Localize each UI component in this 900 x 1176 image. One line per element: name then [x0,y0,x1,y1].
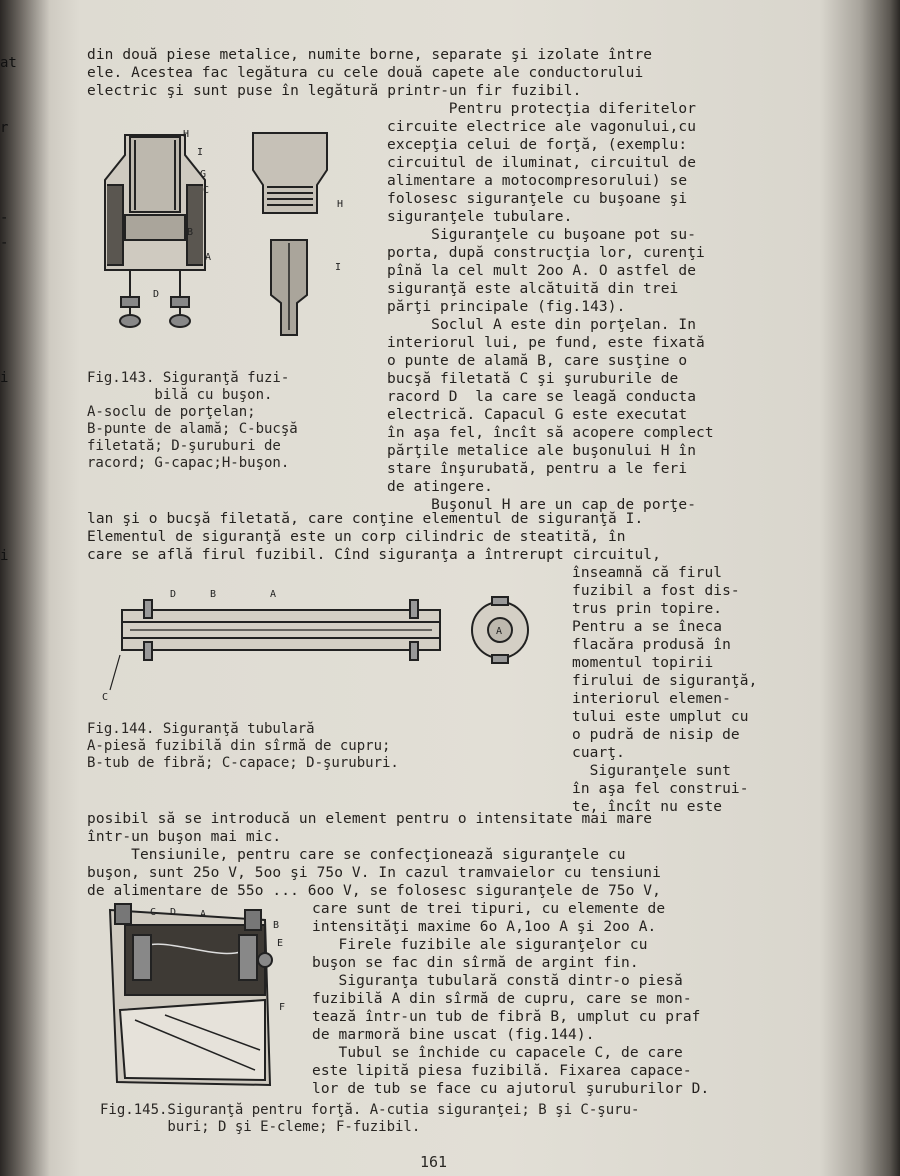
fig-label: C [102,692,109,703]
text-block-element: lan şi o bucşă filetată, care conţine elementul de siguranţă I. Elementul de siguranţă este un corp cilindric de steatită, în care se află firul fuzibil. Cînd siguranţa a întrerupt circuitul, [87,511,661,563]
caption-fig145: Fig.145.Siguranţă pentru forţă. A-cutia siguranţei; B şi C-şuru- buri; D şi E-cleme; F-fuzibil. [100,1102,640,1135]
fig-label: H [183,129,190,140]
edge-fragment: r [0,120,9,136]
fig-label: F [279,1002,286,1013]
fig-label: I [335,262,342,273]
fig-label: G [200,169,207,180]
text-block-intro: din două piese metalice, numite borne, separate şi izolate între ele. Acestea fac legătura cu cele două capete ale conductorului electric şi sunt puse în legătură printr-un fir fuzibil. [87,47,653,99]
fig-label: D [170,589,177,600]
text-block-melting: înseamnă că firul fuzibil a fost dis- trus prin topire. Pentru a se îneca flacăra produsă în momentul topirii firului de siguranţă, interiorul elemen- tului este umplut cu o pudră de nisip de cuarţ. Siguranţele sunt în aşa fel construi- te, încît nu este [572,565,758,815]
fig-label: D [170,907,177,918]
edge-fragment: i [0,548,9,564]
figure-144 [100,585,540,710]
edge-fragment: i [0,370,9,386]
page-number: 161 [420,1153,448,1171]
fig-label: B [273,920,280,931]
edge-fragment: - [0,235,9,251]
fig-label: A [205,252,212,263]
fig-label: A [200,909,207,920]
figure-143 [95,125,375,340]
fig-label: A [496,626,503,637]
figure-145 [105,900,305,1092]
fig-label: B [210,589,217,600]
fig-label: C [150,907,157,918]
fig-label: A [270,589,277,600]
fig-label: E [277,938,284,949]
caption-fig143: Fig.143. Siguranţă fuzi- bilă cu buşon. A-soclu de porţelan; B-punte de alamă; C-bucşă filetată; D-şuruburi de racord; G-capac;H-buşon. [87,370,298,471]
fig-label: I [197,147,204,158]
fig-label: C [203,185,210,196]
tubular-fuse-drawing [110,597,528,690]
fuse-element-drawing [271,240,307,335]
edge-fragment: - [0,210,9,226]
fig-label: H [337,199,344,210]
fig-label: D [153,289,160,300]
text-block-tubular: care sunt de trei tipuri, cu elemente de intensităţi maxime 6o A,1oo A şi 2oo A. Firele fuzibile ale siguranţelor cu buşon se fac din sîrmă de argint fin. Siguranţa tubulară constă dintr-o piesă fuzibilă A din sîrmă de cupru, care se mon- tează într-un tub de fibră B, umplut cu praf de marmoră bine uscat (fig.144). Tubul se închide cu capacele C, de care este lipită piesa fuzibilă. Fixarea capace- lor de tub se face cu ajutorul şuruburilor D. [312,901,710,1097]
power-fuse-drawing [110,904,272,1085]
text-block-fuse-description: Pentru protecţia diferitelor circuite electrice ale vagonului,cu excepţia celui de forţă, (exemplu: circuitul de iluminat, circuitul de alimentare a motocompresorului) se folosesc siguranţele cu buşoane şi siguranţele tubulare. Siguranţele cu buşoane pot su- porta, după construcţia lor, curenţi pînă la cel mult 2oo A. O astfel de siguranţă este alcătuită din trei părţi principale (fig.143). Soclul A este din porţelan. In interiorul lui, pe fund, este fixată o punte de alamă B, care susţine o bucşă filetată C şi şuruburile de racord D la care se leagă conducta electrică. Capacul G este executat în aşa fel, încît să acopere complect părţile metalice ale buşonului H în stare înşurubată, pentru a le feri de atingere. Buşonul H are un cap de porţe- [387,101,714,513]
text-block-voltages: posibil să se introducă un element pentru o intensitate mai mare într-un buşon mai mic. Tensiunile, pentru care se confecţionează siguranţele cu buşon, sunt 25o V, 5oo şi 75o V. In cazul tramvaielor cu tensiuni de alimentare de 55o ... 6oo V, se folosesc siguranţele de 75o V, [87,811,661,899]
fig-label: B [187,227,194,238]
edge-fragment: at [0,55,17,71]
caption-fig144: Fig.144. Siguranţă tubulară A-piesă fuzibilă din sîrmă de cupru; B-tub de fibră; C-capace; D-şuruburi. [87,721,399,771]
fuse-plug-drawing [253,133,327,213]
